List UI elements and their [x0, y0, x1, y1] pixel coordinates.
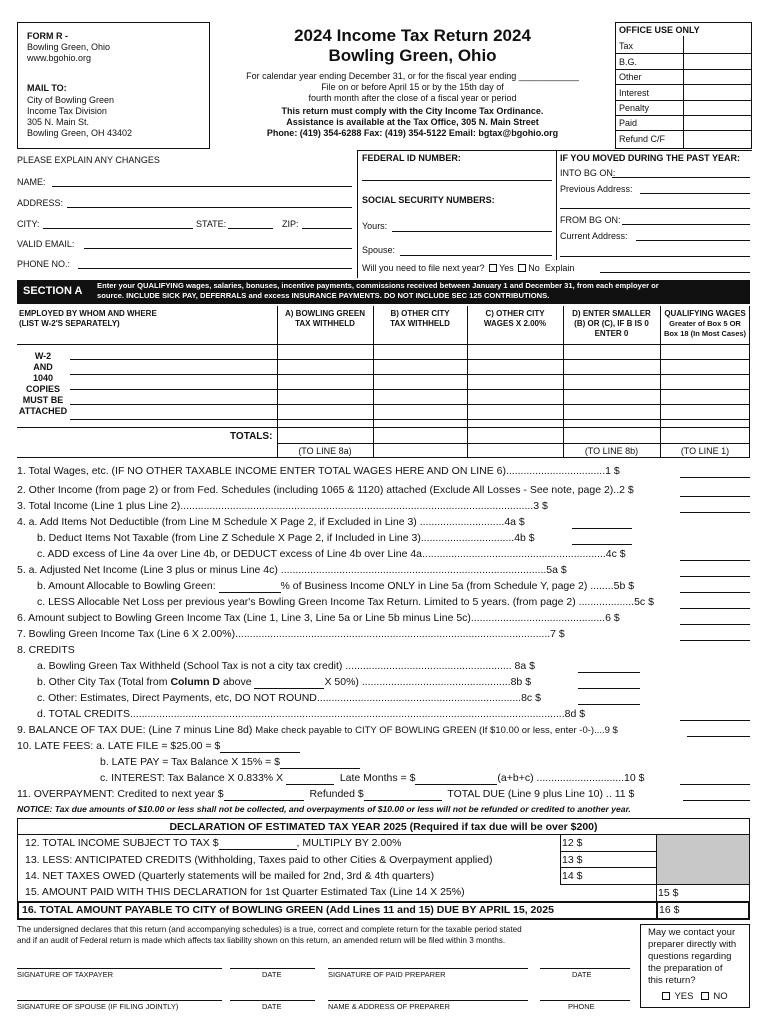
to-line-1: (TO LINE 1) — [680, 446, 730, 456]
line-5b-percent[interactable] — [219, 583, 281, 593]
contact-question: preparer directly with — [648, 939, 737, 950]
line-9: 9. BALANCE OF TAX DUE: (Line 7 minus Line 8d) Make check payable to CITY OF BOWLING GREEN (If $10.00 or less, enter -0-)....9 $ — [17, 724, 618, 736]
zip-label: ZIP: — [282, 219, 299, 229]
contact-question: May we contact your — [648, 927, 736, 938]
name-label: NAME: — [17, 177, 46, 187]
line-8a: a. Bowling Green Tax Withheld (School Tax is not a city tax credit) ......................................................... 8a $ — [37, 660, 535, 672]
overpayment-credit[interactable] — [224, 791, 304, 801]
federal-id-label: FEDERAL ID NUMBER: — [362, 153, 461, 163]
email-field[interactable] — [84, 248, 352, 249]
line-1: 1. Total Wages, etc. (IF NO OTHER TAXABLE INCOME ENTER TOTAL WAGES HERE AND ON LINE 6)..................................1 $ — [17, 465, 620, 477]
section-a-banner — [17, 280, 750, 304]
line-5b: b. Amount Allocable to Bowling Green: % of Business Income ONLY in Line 5a (from Schedule Y, page 2) ........5b $ — [37, 580, 635, 592]
mail-to-label: MAIL TO: — [27, 83, 67, 93]
spouse-date-label: DATE — [262, 1002, 282, 1011]
line-5b-amount[interactable] — [680, 592, 750, 593]
line-6-amount[interactable] — [680, 624, 750, 625]
preparer-name-label: NAME & ADDRESS OF PREPARER — [328, 1002, 450, 1011]
line-5a-amount[interactable] — [680, 576, 750, 577]
col-c-header: C) OTHER CITY — [485, 309, 545, 318]
w2-note: ATTACHED — [18, 406, 68, 416]
late-months[interactable] — [286, 775, 334, 785]
preparer-date-line[interactable] — [540, 968, 630, 969]
line-8b-column-d[interactable] — [254, 679, 324, 689]
line-8b-amount[interactable] — [578, 688, 640, 689]
preparer-signature-line[interactable] — [328, 968, 528, 969]
line-4c-amount[interactable] — [680, 560, 750, 561]
line-5c-amount[interactable] — [680, 608, 750, 609]
current-address-label: Current Address: — [560, 231, 628, 241]
office-use-item: Tax — [619, 41, 634, 51]
to-line-8a: (TO LINE 8a) — [298, 446, 352, 456]
overpayment-refund[interactable] — [364, 791, 442, 801]
line-4c: c. ADD excess of Line 4a over Line 4b, or DEDUCT excess of Line 4b over Line 4a...............................................................4c $ — [37, 548, 626, 560]
office-use-item: Other — [619, 72, 642, 82]
col-employer-header: EMPLOYED BY WHOM AND WHERE — [19, 309, 157, 318]
line-7-amount[interactable] — [680, 640, 750, 641]
office-use-item: Paid — [619, 118, 638, 128]
address-label: ADDRESS: — [17, 198, 64, 208]
notice: NOTICE: Tax due amounts of $10.00 or less shall not be collected, and overpayments of $10.00 or less will not be refunded or credited to another year. — [17, 804, 631, 814]
preparer-name-line[interactable] — [328, 1000, 528, 1001]
line-1-amount[interactable] — [680, 477, 750, 478]
spouse-signature-label: SIGNATURE OF SPOUSE (IF FILING JOINTLY) — [17, 1002, 179, 1011]
line-16: 16. TOTAL AMOUNT PAYABLE TO CITY of BOWLING GREEN (Add Lines 11 and 15) DUE BY APRIL 15, 2025 — [22, 904, 554, 916]
into-bg-label: INTO BG ON: — [560, 168, 616, 178]
line-13: 13. LESS: ANTICIPATED CREDITS (Withholding, Taxes paid to other Cities & Overpayment applied) — [25, 854, 493, 866]
line-8d: d. TOTAL CREDITS.....................................................................................................................................................8d $ — [37, 708, 586, 720]
w2-note: 1040 — [32, 373, 54, 383]
w2-note: MUST BE — [22, 395, 64, 405]
contact-yes-no: YES NO — [660, 992, 728, 1003]
col-qualifying-header: Box 18 (In Most Cases) — [663, 329, 747, 338]
ssn-yours-label: Yours: — [362, 221, 388, 231]
col-b-header: B) OTHER CITY — [390, 309, 450, 318]
employer-row-line[interactable] — [70, 419, 750, 420]
col-d-header: ENTER 0 — [594, 329, 629, 338]
file-next-year: Will you need to file next year? Yes No Explain — [362, 263, 575, 273]
line-10-amount[interactable] — [680, 784, 750, 785]
w2-note: AND — [33, 362, 53, 372]
taxpayer-signature-label: SIGNATURE OF TAXPAYER — [17, 970, 113, 979]
ordinance-line: This return must comply with the City Income Tax Ordinance. — [281, 106, 544, 116]
employer-row-line[interactable] — [70, 374, 750, 375]
mail-to-line: City of Bowling Green — [27, 95, 115, 105]
line-4a: 4. a. Add Items Not Deductible (from Line M Schedule X Page 2, if Excluded in Line 3) .............................4a $ — [17, 516, 525, 528]
website: www.bgohio.org — [27, 53, 92, 63]
calendar-line: For calendar year ending December 31, or for the fiscal year ending ____________ — [246, 71, 579, 81]
col-b-header: TAX WITHHELD — [390, 319, 450, 328]
line-12-income[interactable] — [219, 840, 297, 850]
line-5a: 5. a. Adjusted Net Income (Line 3 plus or minus Line 4c) ...........................................................................................5a $ — [17, 564, 567, 576]
ordinance-line: Assistance is available at the Tax Office, 305 N. Main Street — [286, 117, 539, 127]
office-use-item: Refund C/F — [619, 134, 666, 144]
contact-question: the preparation of — [648, 963, 723, 974]
box-14[interactable]: 14 $ — [562, 870, 583, 882]
state-field[interactable] — [228, 228, 273, 229]
section-a-instructions: Enter your QUALIFYING wages, salaries, bonuses, incentive payments, commissions received between January 1 and December 31, from each employer or — [97, 281, 659, 290]
section-a-label: SECTION A — [23, 285, 83, 297]
explain-field[interactable] — [600, 272, 750, 273]
col-employer-header: (LIST W-2'S SEPARATELY) — [19, 319, 120, 328]
federal-id-field[interactable] — [362, 180, 552, 181]
line-8: 8. CREDITS — [17, 644, 75, 656]
office-use-title: OFFICE USE ONLY — [619, 25, 700, 35]
form-label: FORM R - — [27, 31, 68, 41]
box-15[interactable]: 15 $ — [658, 887, 679, 899]
phone-label: PHONE NO.: — [17, 259, 71, 269]
employer-row-line[interactable] — [70, 389, 750, 390]
line-9-amount[interactable] — [687, 736, 750, 737]
w2-note: COPIES — [25, 384, 60, 394]
contact-line: Phone: (419) 354-6288 Fax: (419) 354-5122 Email: bgtax@bgohio.org — [266, 128, 559, 138]
interest-amount[interactable] — [415, 775, 497, 785]
employer-row-line[interactable] — [70, 404, 750, 405]
from-bg-label: FROM BG ON: — [560, 215, 621, 225]
col-d-header: D) ENTER SMALLER — [572, 309, 651, 318]
ssn-label: SOCIAL SECURITY NUMBERS: — [362, 195, 495, 205]
line-14: 14. NET TAXES OWED (Quarterly statements will be mailed for 2nd, 3rd & 4th quarters) — [25, 870, 435, 882]
ssn-yours-field[interactable] — [392, 231, 552, 232]
declaration-title: DECLARATION OF ESTIMATED TAX YEAR 2025 (Required if tax due will be over $200) — [169, 821, 598, 833]
line-4b: b. Deduct Items Not Taxable (from Line Z Schedule X Page 2, if Included in Line 3)................................4b $ — [37, 532, 535, 544]
line-8c-amount[interactable] — [578, 704, 640, 705]
title-line-1: 2024 Income Tax Return 2024 — [294, 26, 531, 45]
col-a-header: TAX WITHHELD — [295, 319, 355, 328]
line-11-amount[interactable] — [683, 800, 750, 801]
line-6: 6. Amount subject to Bowling Green Income Tax (Line 1, Line 3, Line 5a or Line 5b minus Line 5c)..............................................6 $ — [17, 612, 620, 624]
line-3: 3. Total Income (Line 1 plus Line 2).........................................................................................................................3 $ — [17, 500, 548, 512]
into-bg-field[interactable] — [612, 177, 750, 178]
name-field[interactable] — [52, 186, 352, 187]
declaration-statement: and if an audit of Federal return is made which affects tax liability shown on this return, an amended return will be filed within 3 months. — [17, 936, 506, 945]
contact-question: this return? — [648, 975, 696, 986]
calendar-line: fourth month after the close of a fiscal year or period — [308, 93, 517, 103]
previous-address-label: Previous Address: — [560, 184, 633, 194]
line-10a: 10. LATE FEES: a. LATE FILE = $25.00 = $ — [17, 740, 300, 753]
section-a-instructions: source. INCLUDE SICK PAY, DEFERRALS and excess INSURANCE PAYMENTS. DO NOT INCLUDE SEC 125 CONTRIBUTIONS. — [97, 291, 550, 300]
line-2: 2. Other Income (from page 2) or from Fed. Schedules (including 1065 & 1120) attached (Exclude All Losses - See note, page 2)..2 $ — [17, 484, 634, 496]
spouse-signature-line[interactable] — [17, 1000, 222, 1001]
contact-no-checkbox[interactable] — [701, 992, 709, 1000]
line-3-amount[interactable] — [680, 512, 750, 513]
line-2-amount[interactable] — [680, 496, 750, 497]
preparer-phone-label: PHONE — [568, 1002, 595, 1011]
mail-to-line: Income Tax Division — [27, 106, 107, 116]
col-d-header: (B) OR (C), IF B IS 0 — [574, 319, 649, 328]
box-13[interactable]: 13 $ — [562, 854, 583, 866]
taxpayer-signature-line[interactable] — [17, 968, 222, 969]
contact-question: questions regarding — [648, 951, 732, 962]
line-10b: b. LATE PAY = Tax Balance X 15% = $ — [100, 756, 360, 769]
line-4a-amount[interactable] — [572, 528, 632, 529]
city-label: CITY: — [17, 219, 40, 229]
taxpayer-date-line[interactable] — [230, 968, 315, 969]
box-12[interactable]: 12 $ — [562, 837, 583, 849]
explain-changes-label: PLEASE EXPLAIN ANY CHANGES — [17, 155, 160, 165]
city-line: Bowling Green, Ohio — [27, 42, 111, 52]
current-address-field[interactable] — [636, 240, 750, 241]
office-use-item: Interest — [619, 88, 650, 98]
col-qualifying-header: QUALIFYING WAGES — [664, 309, 746, 318]
ssn-spouse-label: Spouse: — [362, 245, 396, 255]
office-use-item: B.G. — [619, 57, 638, 67]
spouse-date-line[interactable] — [230, 1000, 315, 1001]
line-15: 15. AMOUNT PAID WITH THIS DECLARATION for 1st Quarter Estimated Tax (Line 14 X 25%) — [25, 886, 465, 898]
line-12: 12. TOTAL INCOME SUBJECT TO TAX $ , MULTIPLY BY 2.00% — [25, 837, 402, 849]
line-11: 11. OVERPAYMENT: Credited to next year $ Refunded $ TOTAL DUE (Line 9 plus Line 10) .. 11 $ — [17, 788, 635, 800]
calendar-line: File on or before April 15 or by the 15th day of — [321, 82, 504, 92]
col-c-header: WAGES X 2.00% — [483, 319, 547, 328]
phone-field[interactable] — [78, 268, 352, 269]
mail-to-line: Bowling Green, OH 43402 — [27, 128, 133, 138]
line-8a-amount[interactable] — [578, 672, 640, 673]
box-16[interactable]: 16 $ — [659, 904, 680, 916]
mail-to-line: 305 N. Main St. — [27, 117, 90, 127]
state-label: STATE: — [196, 219, 227, 229]
late-pay-amount[interactable] — [280, 759, 360, 769]
preparer-signature-label: SIGNATURE OF PAID PREPARER — [328, 970, 446, 979]
line-7: 7. Bowling Green Income Tax (Line 6 X 2.00%)............................................................................................................7 $ — [17, 628, 565, 640]
line-8d-amount[interactable] — [680, 720, 750, 721]
totals-label: TOTALS: — [230, 431, 273, 442]
email-label: VALID EMAIL: — [17, 239, 75, 249]
preparer-phone-line[interactable] — [540, 1000, 630, 1001]
office-use-item: Penalty — [619, 103, 650, 113]
to-line-8b: (TO LINE 8b) — [584, 446, 639, 456]
address-field[interactable] — [67, 207, 352, 208]
from-bg-field[interactable] — [622, 224, 750, 225]
w2-note: W-2 — [34, 351, 52, 361]
declaration-statement: The undersigned declares that this return (and accompanying schedules) is a true, correct and complete return for the taxable period stated — [17, 925, 522, 934]
moved-label: IF YOU MOVED DURING THE PAST YEAR: — [560, 153, 741, 163]
line-8b: b. Other City Tax (Total from Column D above X 50%) ...................................................8b $ — [37, 676, 532, 688]
ssn-spouse-field[interactable] — [400, 255, 552, 256]
zip-field[interactable] — [302, 228, 352, 229]
city-field[interactable] — [43, 228, 193, 229]
preparer-date-label: DATE — [572, 970, 592, 979]
employer-row-line[interactable] — [70, 359, 750, 360]
previous-address-field[interactable] — [640, 193, 750, 194]
line-5c: c. LESS Allocable Net Loss per previous year's Bowling Green Income Tax Return. Limited to 5 years. (from page 2) ...................5c $ — [37, 596, 654, 608]
contact-yes-checkbox[interactable] — [662, 992, 670, 1000]
col-a-header: A) BOWLING GREEN — [285, 309, 365, 318]
line-4b-amount[interactable] — [572, 544, 632, 545]
line-8c: c. Other: Estimates, Direct Payments, etc, DO NOT ROUND......................................................................8c $ — [37, 692, 541, 704]
late-file-amount[interactable] — [220, 743, 300, 753]
col-qualifying-header: Greater of Box 5 OR — [669, 319, 741, 328]
taxpayer-date-label: DATE — [262, 970, 282, 979]
yes-checkbox[interactable] — [489, 264, 497, 272]
title-line-2: Bowling Green, Ohio — [328, 46, 497, 65]
no-checkbox[interactable] — [518, 264, 526, 272]
line-10c: c. INTEREST: Tax Balance X 0.833% X Late Months = $ (a+b+c) ..............................10 $ — [100, 772, 645, 784]
